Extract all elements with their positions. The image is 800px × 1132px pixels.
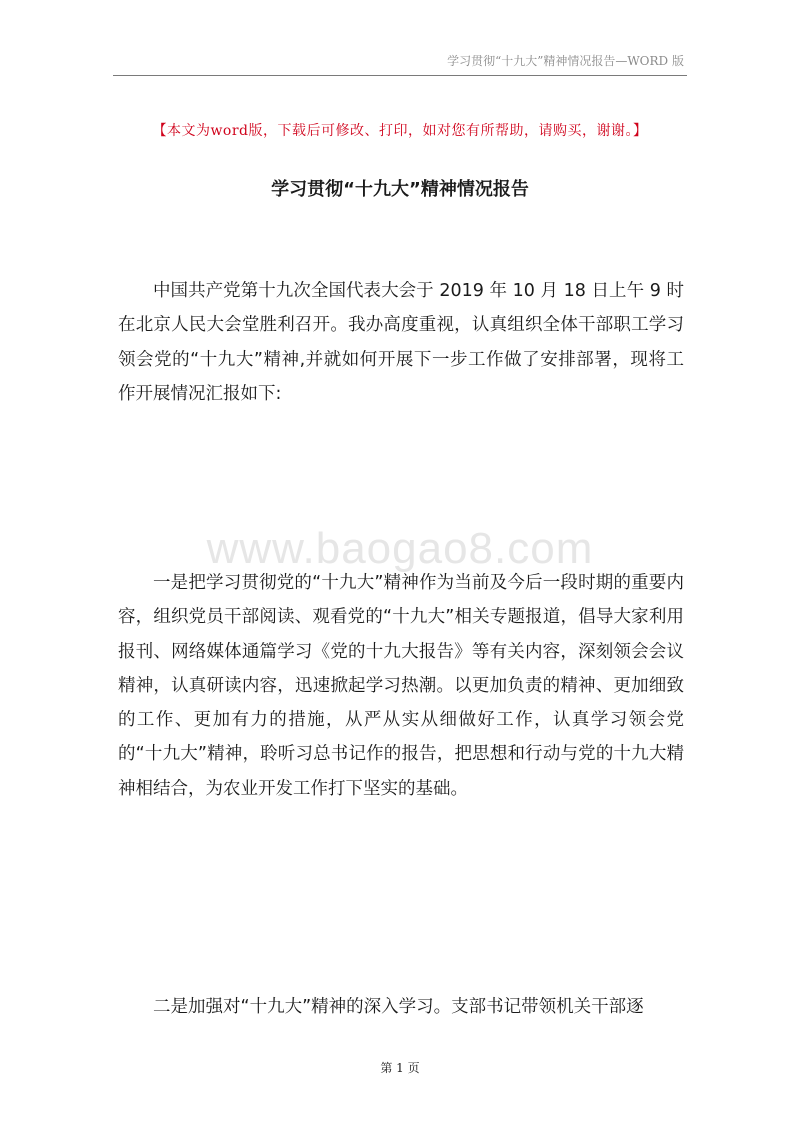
purchase-notice: 【本文为word版，下载后可修改、打印，如对您有所帮助，请购买，谢谢。】 (152, 123, 648, 139)
page-number: 第 1 页 (380, 1061, 420, 1075)
watermark: www.baogao8.com (206, 524, 594, 573)
body-paragraph: 中国共产党第十九次全国代表大会于 2019 年 10 月 18 日上午 9 时在北京人民大会堂胜利召开。我办高度重视，认真组织全体干部职工学习领会党的“十九大”精神,并就如何开展下一步工作做了安排部署，现将工作开展情况汇报如下: (118, 281, 684, 404)
body-paragraph: 一是把学习贯彻党的“十九大”精神作为当前及今后一段时期的重要内容，组织党员干部阅读、观看党的“十九大”相关专题报道，倡导大家利用报刊、网络媒体通篇学习《党的十九大报告》等有关内容，深刻领会会议精神，认真研读内容，迅速掀起学习热潮。以更加负责的精神、更加细致的工作、更加有力的措施，从严从实从细做好工作，认真学习领会党的“十九大”精神，聆听习总书记作的报告，把思想和行动与党的十九大精神相结合，为农业开发工作打下坚实的基础。 (118, 573, 684, 799)
body-paragraph: 二是加强对“十九大”精神的深入学习。支部书记带领机关干部逐 (153, 997, 644, 1017)
running-header: 学习贯彻“十九大”精神情况报告—WORD 版 (447, 54, 684, 68)
header-divider (113, 75, 687, 76)
document-title: 学习贯彻“十九大”精神情况报告 (271, 179, 529, 200)
